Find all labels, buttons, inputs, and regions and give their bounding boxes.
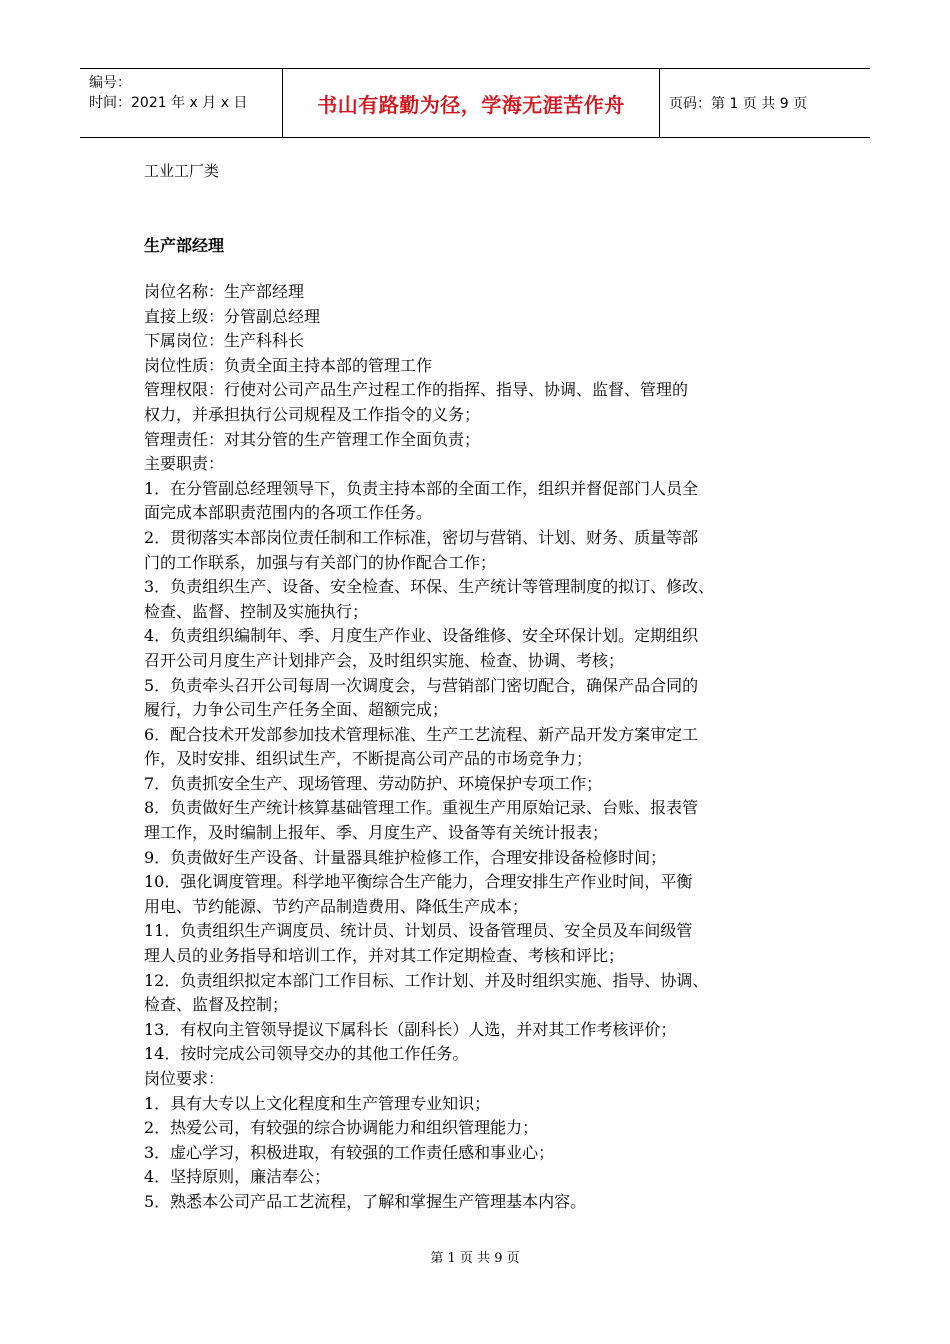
paragraph: 12．负责组织拟定本部门工作目标、工作计划、并及时组织实施、指导、协调、 检查、监督及控制； (144, 970, 709, 1015)
paragraph: 下属岗位：生产科科长 (144, 331, 305, 351)
paragraph: 3．虚心学习，积极进取，有较强的工作责任感和事业心； (144, 1142, 555, 1162)
paragraph: 7．负责抓安全生产、现场管理、劳动防护、环境保护专项工作； (144, 773, 603, 793)
paragraph: 13．有权向主管领导提议下属科长（副科长）人选，并对其工作考核评价； (144, 1019, 677, 1039)
paragraph: 4．坚持原则，廉洁奉公； (144, 1167, 331, 1187)
document-number-label: 编号： (89, 75, 131, 91)
job-title: 生产部经理 (144, 236, 225, 255)
paragraph: 1．具有大专以上文化程度和生产管理专业知识； (144, 1093, 491, 1113)
paragraph: 14．按时完成公司领导交办的其他工作任务。 (144, 1044, 469, 1064)
paragraph: 8．负责做好生产统计核算基础管理工作。重视生产用原始记录、台账、报表管 理工作，及时编制上报年、季、月度生产、设备等有关统计报表； (144, 798, 699, 843)
category-heading: 工业工厂类 (144, 162, 220, 180)
paragraph: 2．热爱公司，有较强的综合协调能力和组织管理能力； (144, 1118, 539, 1138)
header-info-cell (80, 69, 283, 137)
paragraph: 岗位名称：生产部经理 (144, 282, 305, 301)
job-description (144, 280, 816, 1215)
page-code: 页码：第 1 页 共 9 页 (669, 96, 808, 112)
paragraph: 管理责任：对其分管的生产管理工作全面负责； (144, 429, 481, 449)
paragraph: 5．熟悉本公司产品工艺流程，了解和掌握生产管理基本内容。 (144, 1191, 587, 1211)
paragraph: 2．贯彻落实本部岗位责任制和工作标准，密切与营销、计划、财务、质量等部 门的工作联系，加强与有关部门的协作配合工作； (144, 527, 699, 572)
header-table (80, 68, 870, 138)
paragraph: 9．负责做好生产设备、计量器具维护检修工作，合理安排设备检修时间； (144, 847, 667, 867)
paragraph: 岗位要求： (144, 1069, 225, 1088)
paragraph: 10．强化调度管理。科学地平衡综合生产能力，合理安排生产作业时间，平衡 用电、节约能源、节约产品制造费用、降低生产成本； (144, 872, 693, 916)
paragraph: 4．负责组织编制年、季、月度生产作业、设备维修、安全环保计划。定期组织 召开公司月度生产计划排产会，及时组织实施、检查、协调、考核； (144, 626, 699, 670)
motto: 书山有路勤为径，学海无涯苦作舟 (317, 92, 625, 117)
paragraph: 岗位性质：负责全面主持本部的管理工作 (144, 355, 433, 375)
page-footer: 第 1 页 共 9 页 (430, 1251, 520, 1266)
paragraph: 直接上级：分管副总经理 (144, 306, 321, 326)
paragraph: 3．负责组织生产、设备、安全检查、环保、生产统计等管理制度的拟订、修改、 检查、监督、控制及实施执行； (144, 577, 715, 621)
paragraph: 主要职责： (144, 454, 225, 474)
paragraph: 1．在分管副总经理领导下，负责主持本部的全面工作，组织并督促部门人员全 面完成本部职责范围内的各项工作任务。 (144, 478, 699, 523)
paragraph: 6．配合技术开发部参加技术管理标准、生产工艺流程、新产品开发方案审定工 作，及时安排、组织试生产，不断提高公司产品的市场竞争力； (144, 724, 699, 769)
paragraph: 11．负责组织生产调度员、统计员、计划员、设备管理员、安全员及车间级管 理人员的业务指导和培训工作，并对其工作定期检查、考核和评比； (144, 921, 693, 966)
header-page-cell (660, 69, 870, 137)
header-motto-cell (283, 69, 660, 137)
paragraph: 管理权限：行使对公司产品生产过程工作的指挥、指导、协调、监督、管理的 权力，并承担执行公司规程及工作指令的义务； (144, 380, 689, 424)
document-date: 时间：2021 年 x 月 x 日 (89, 95, 248, 111)
paragraph: 5．负责牵头召开公司每周一次调度会，与营销部门密切配合，确保产品合同的 履行，力争公司生产任务全面、超额完成； (144, 675, 699, 720)
